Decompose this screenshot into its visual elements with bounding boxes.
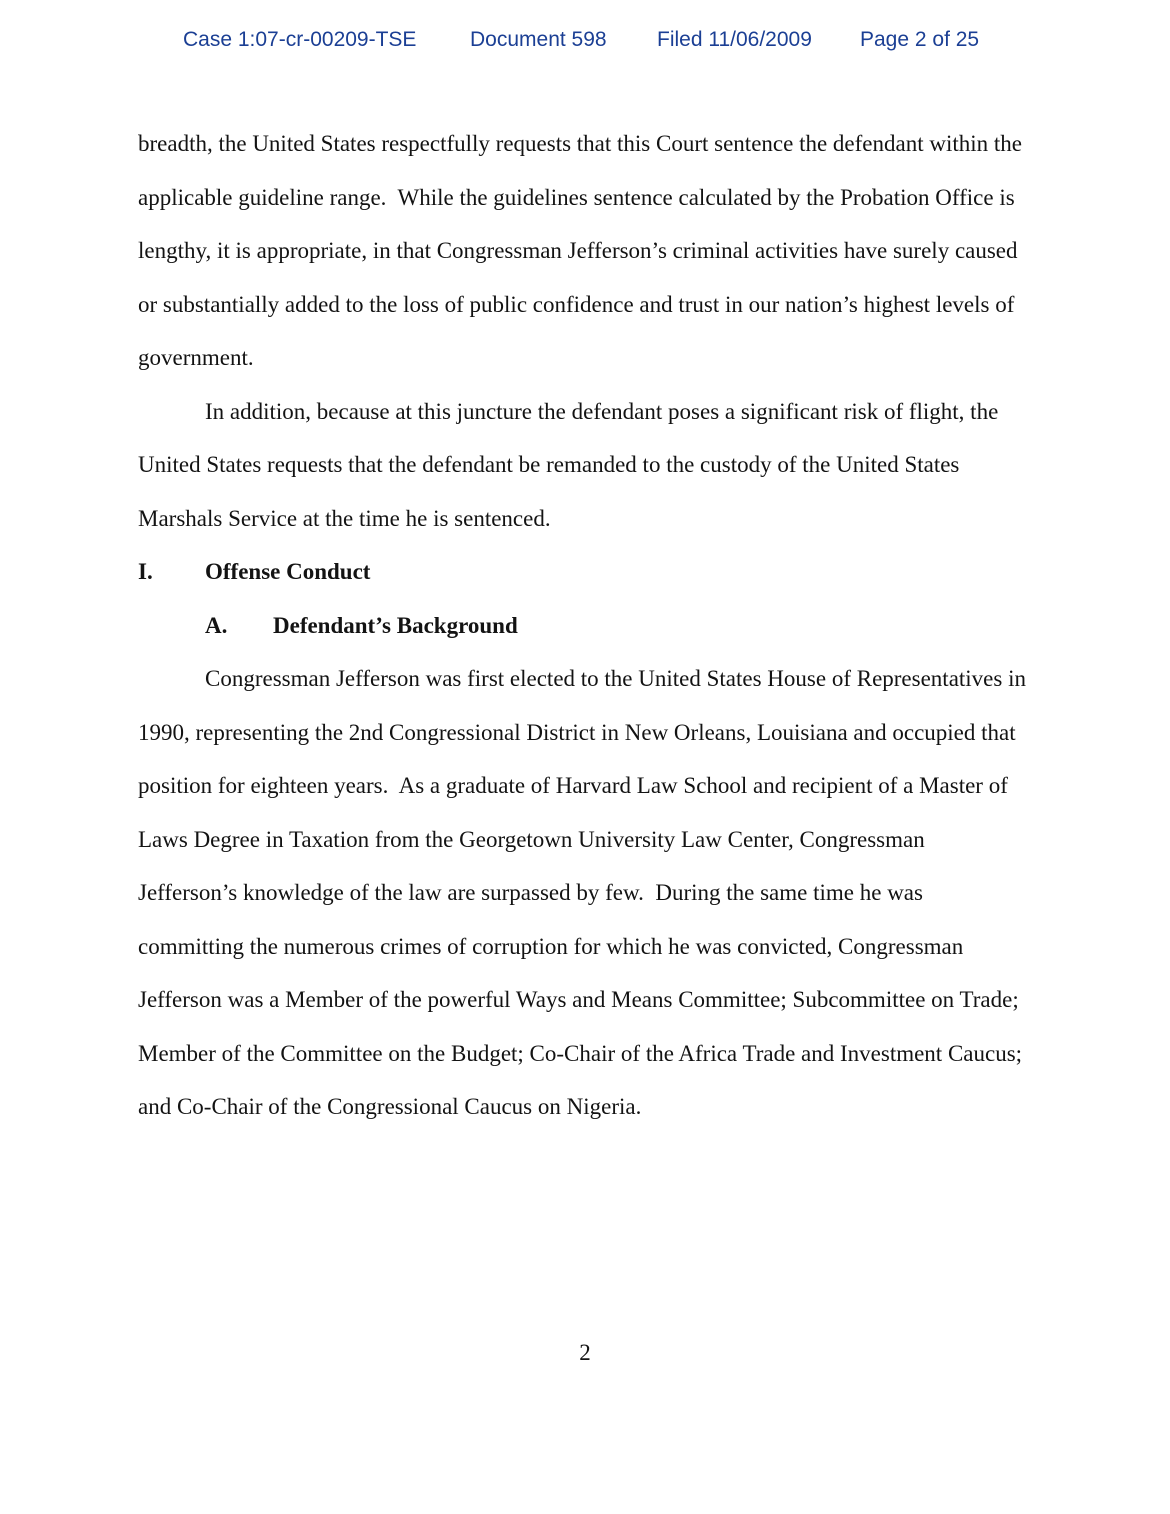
paragraph [138, 385, 1030, 546]
text-line: lengthy, it is appropriate, in that Congressman Jefferson’s criminal activities have surely caused [138, 238, 1018, 263]
heading-number: A. [205, 612, 228, 638]
text-line: or substantially added to the loss of public confidence and trust in our nation’s highest levels of [138, 291, 1015, 317]
text-line: Member of the Committee on the Budget; Co-Chair of the Africa Trade and Investment Caucus; [138, 1040, 1023, 1066]
text-line: and Co-Chair of the Congressional Caucus on Nigeria. [138, 1094, 642, 1119]
heading-number: I. [138, 559, 153, 584]
text-line: In addition, because at this juncture the defendant poses a significant risk of flight, the [205, 398, 999, 424]
text-line: Marshals Service at the time he is sentenced. [138, 505, 551, 531]
text-line: Jefferson’s knowledge of the law are surpassed by few. During the same time he was [138, 880, 923, 905]
text-line: Laws Degree in Taxation from the Georgetown University Law Center, Congressman [138, 826, 925, 852]
text-line: applicable guideline range. While the guidelines sentence calculated by the Probation Office is [138, 184, 1015, 210]
paragraph [138, 652, 1030, 1134]
text-line: position for eighteen years. As a graduate of Harvard Law School and recipient of a Master of [138, 773, 1008, 798]
text-line: committing the numerous crimes of corruption for which he was convicted, Congressman [138, 933, 964, 959]
document-body [138, 117, 1030, 1134]
section-heading [138, 599, 1030, 653]
text-line: breadth, the United States respectfully requests that this Court sentence the defendant within the [138, 131, 1022, 156]
page-number: 2 [579, 1340, 591, 1365]
text-line: 1990, representing the 2nd Congressional District in New Orleans, Louisiana and occupied that [138, 719, 1016, 745]
paragraph [138, 117, 1030, 385]
section-heading [138, 545, 1030, 599]
page-indicator: Page 2 of 25 [860, 28, 980, 51]
text-line: Jefferson was a Member of the powerful Ways and Means Committee; Subcommittee on Trade; [138, 987, 1019, 1012]
text-line: United States requests that the defendant be remanded to the custody of the United States [138, 452, 960, 477]
court-stamp-header [0, 28, 1170, 58]
text-line: Congressman Jefferson was first elected to the United States House of Representatives in [205, 666, 1026, 691]
filed-date: Filed 11/06/2009 [657, 28, 812, 51]
document-number: Document 598 [470, 28, 607, 51]
heading-text: Offense Conduct [205, 559, 371, 584]
text-line: government. [138, 345, 254, 370]
case-number: Case 1:07-cr-00209-TSE [183, 28, 417, 51]
heading-text: Defendant’s Background [273, 612, 518, 638]
